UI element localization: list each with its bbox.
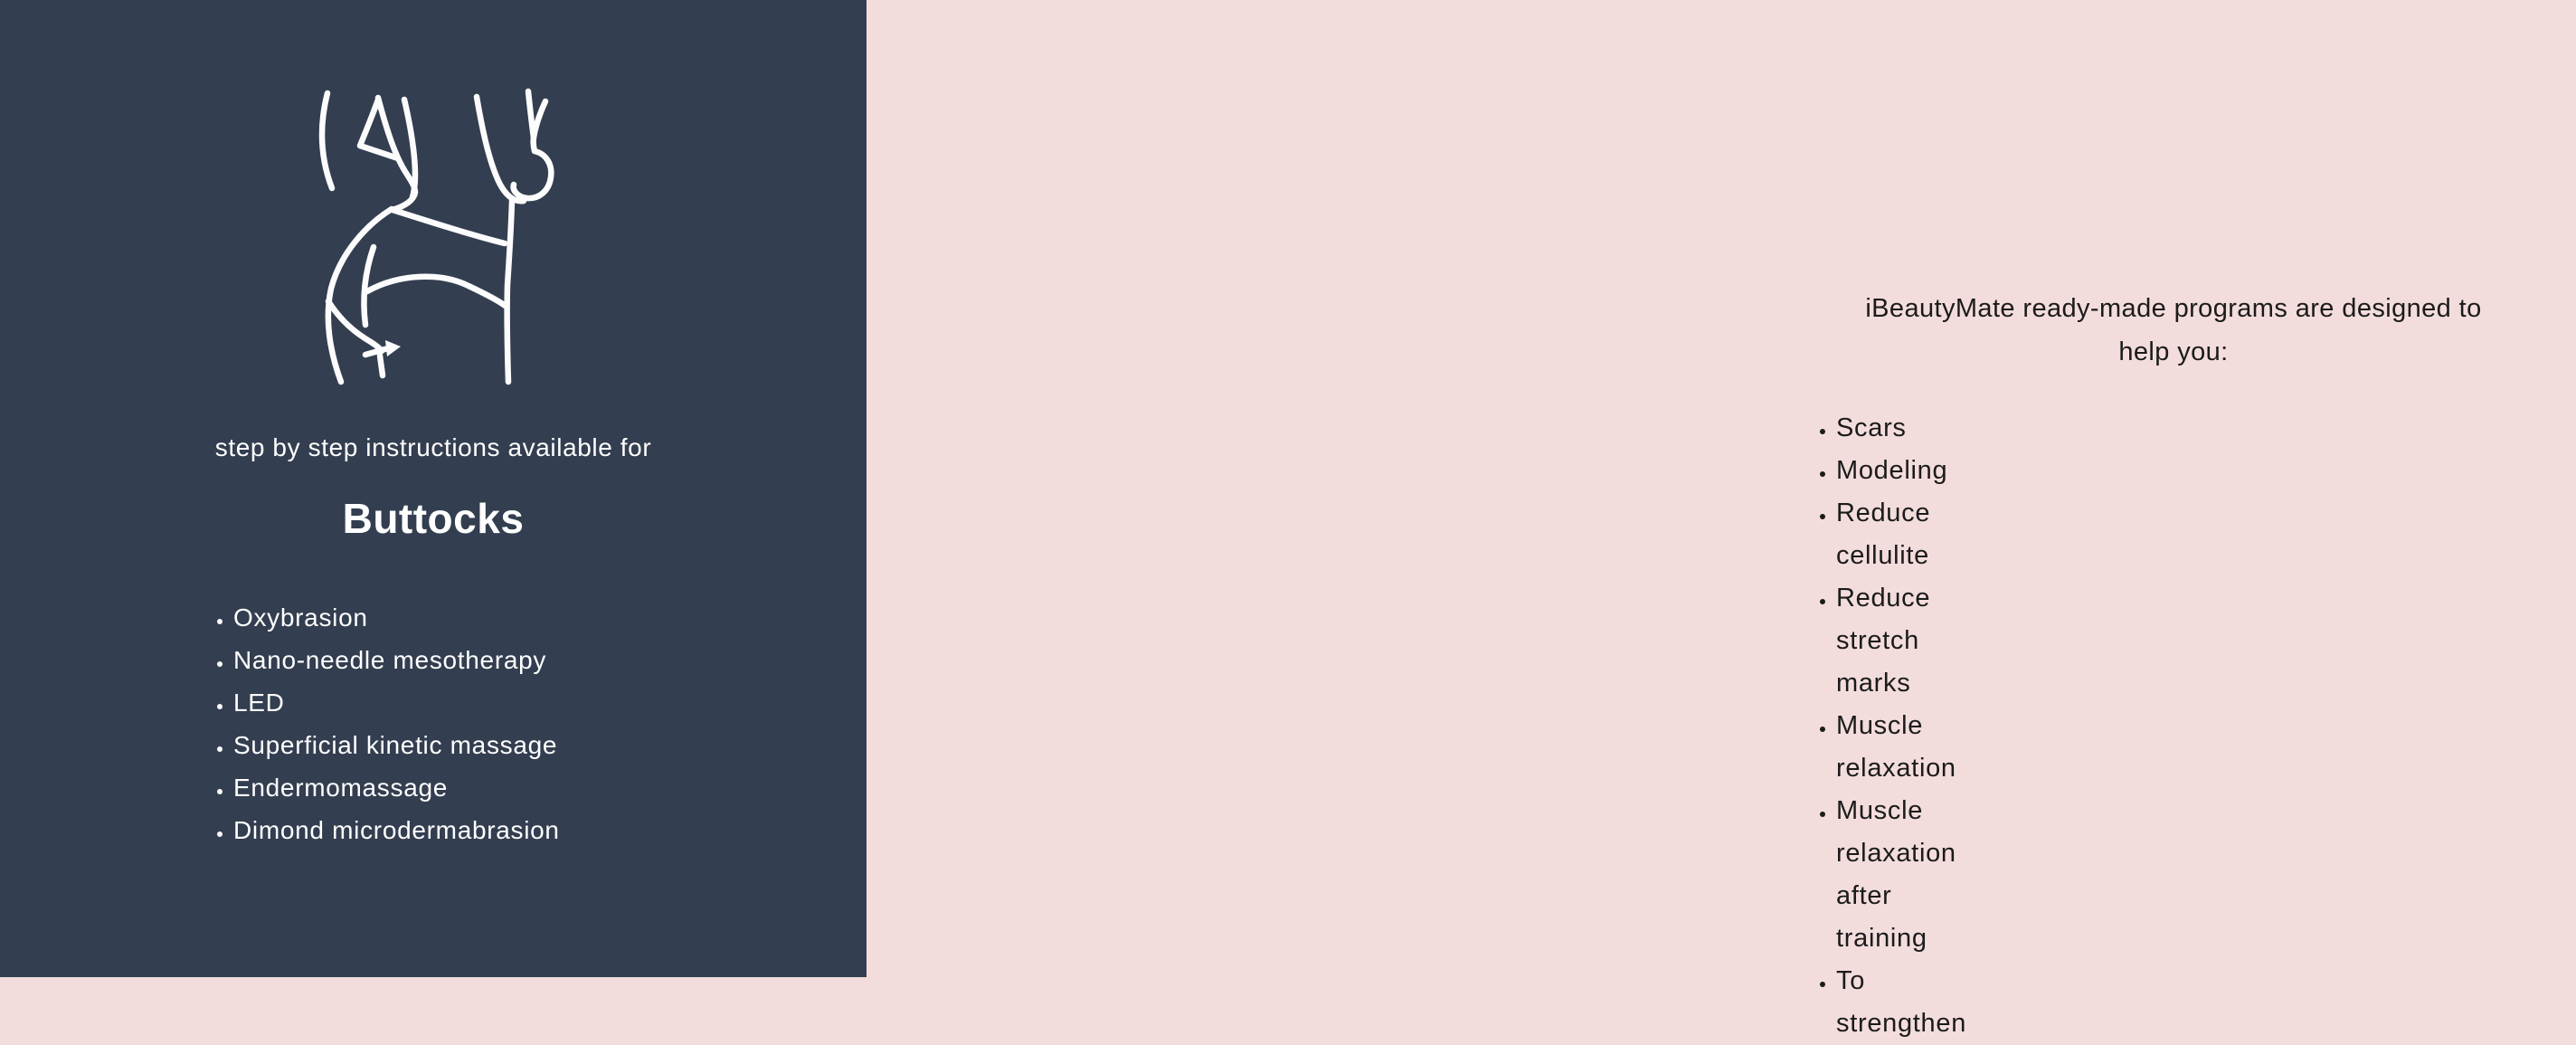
list-item: • Superficial kinetic massage — [233, 724, 560, 766]
left-subtitle: step by step instructions available for — [214, 433, 652, 461]
programs-heading-line2: help you: — [2118, 337, 2229, 366]
programs-heading-line1: iBeautyMate ready-made programs are designed to — [1865, 294, 2482, 323]
list-item: • Dimond microdermabrasion — [233, 809, 560, 851]
list-item: • Nano-needle mesotherapy — [233, 639, 560, 681]
programs-heading — [1771, 287, 2576, 374]
right-panel — [867, 0, 2482, 1038]
list-item: • Modeling — [1836, 450, 1966, 492]
program-goals-list — [1811, 407, 1966, 1045]
list-item: • Oxybrasion — [233, 596, 560, 639]
list-item: • Muscle relaxation after training — [1836, 790, 1966, 960]
body-area-title: Buttocks — [342, 495, 525, 542]
list-item: • To strengthen — [1836, 960, 1966, 1045]
treatments-list — [208, 596, 560, 851]
buttocks-line-art-icon — [289, 63, 579, 389]
left-panel — [0, 0, 867, 977]
list-item: • Reduce stretch marks — [1836, 577, 1966, 705]
list-item: • LED — [233, 681, 560, 724]
list-item: • Endermomassage — [233, 766, 560, 809]
list-item: • Muscle relaxation — [1836, 705, 1966, 790]
list-item: • Scars — [1836, 407, 1966, 450]
list-item: • Reduce cellulite — [1836, 492, 1966, 577]
